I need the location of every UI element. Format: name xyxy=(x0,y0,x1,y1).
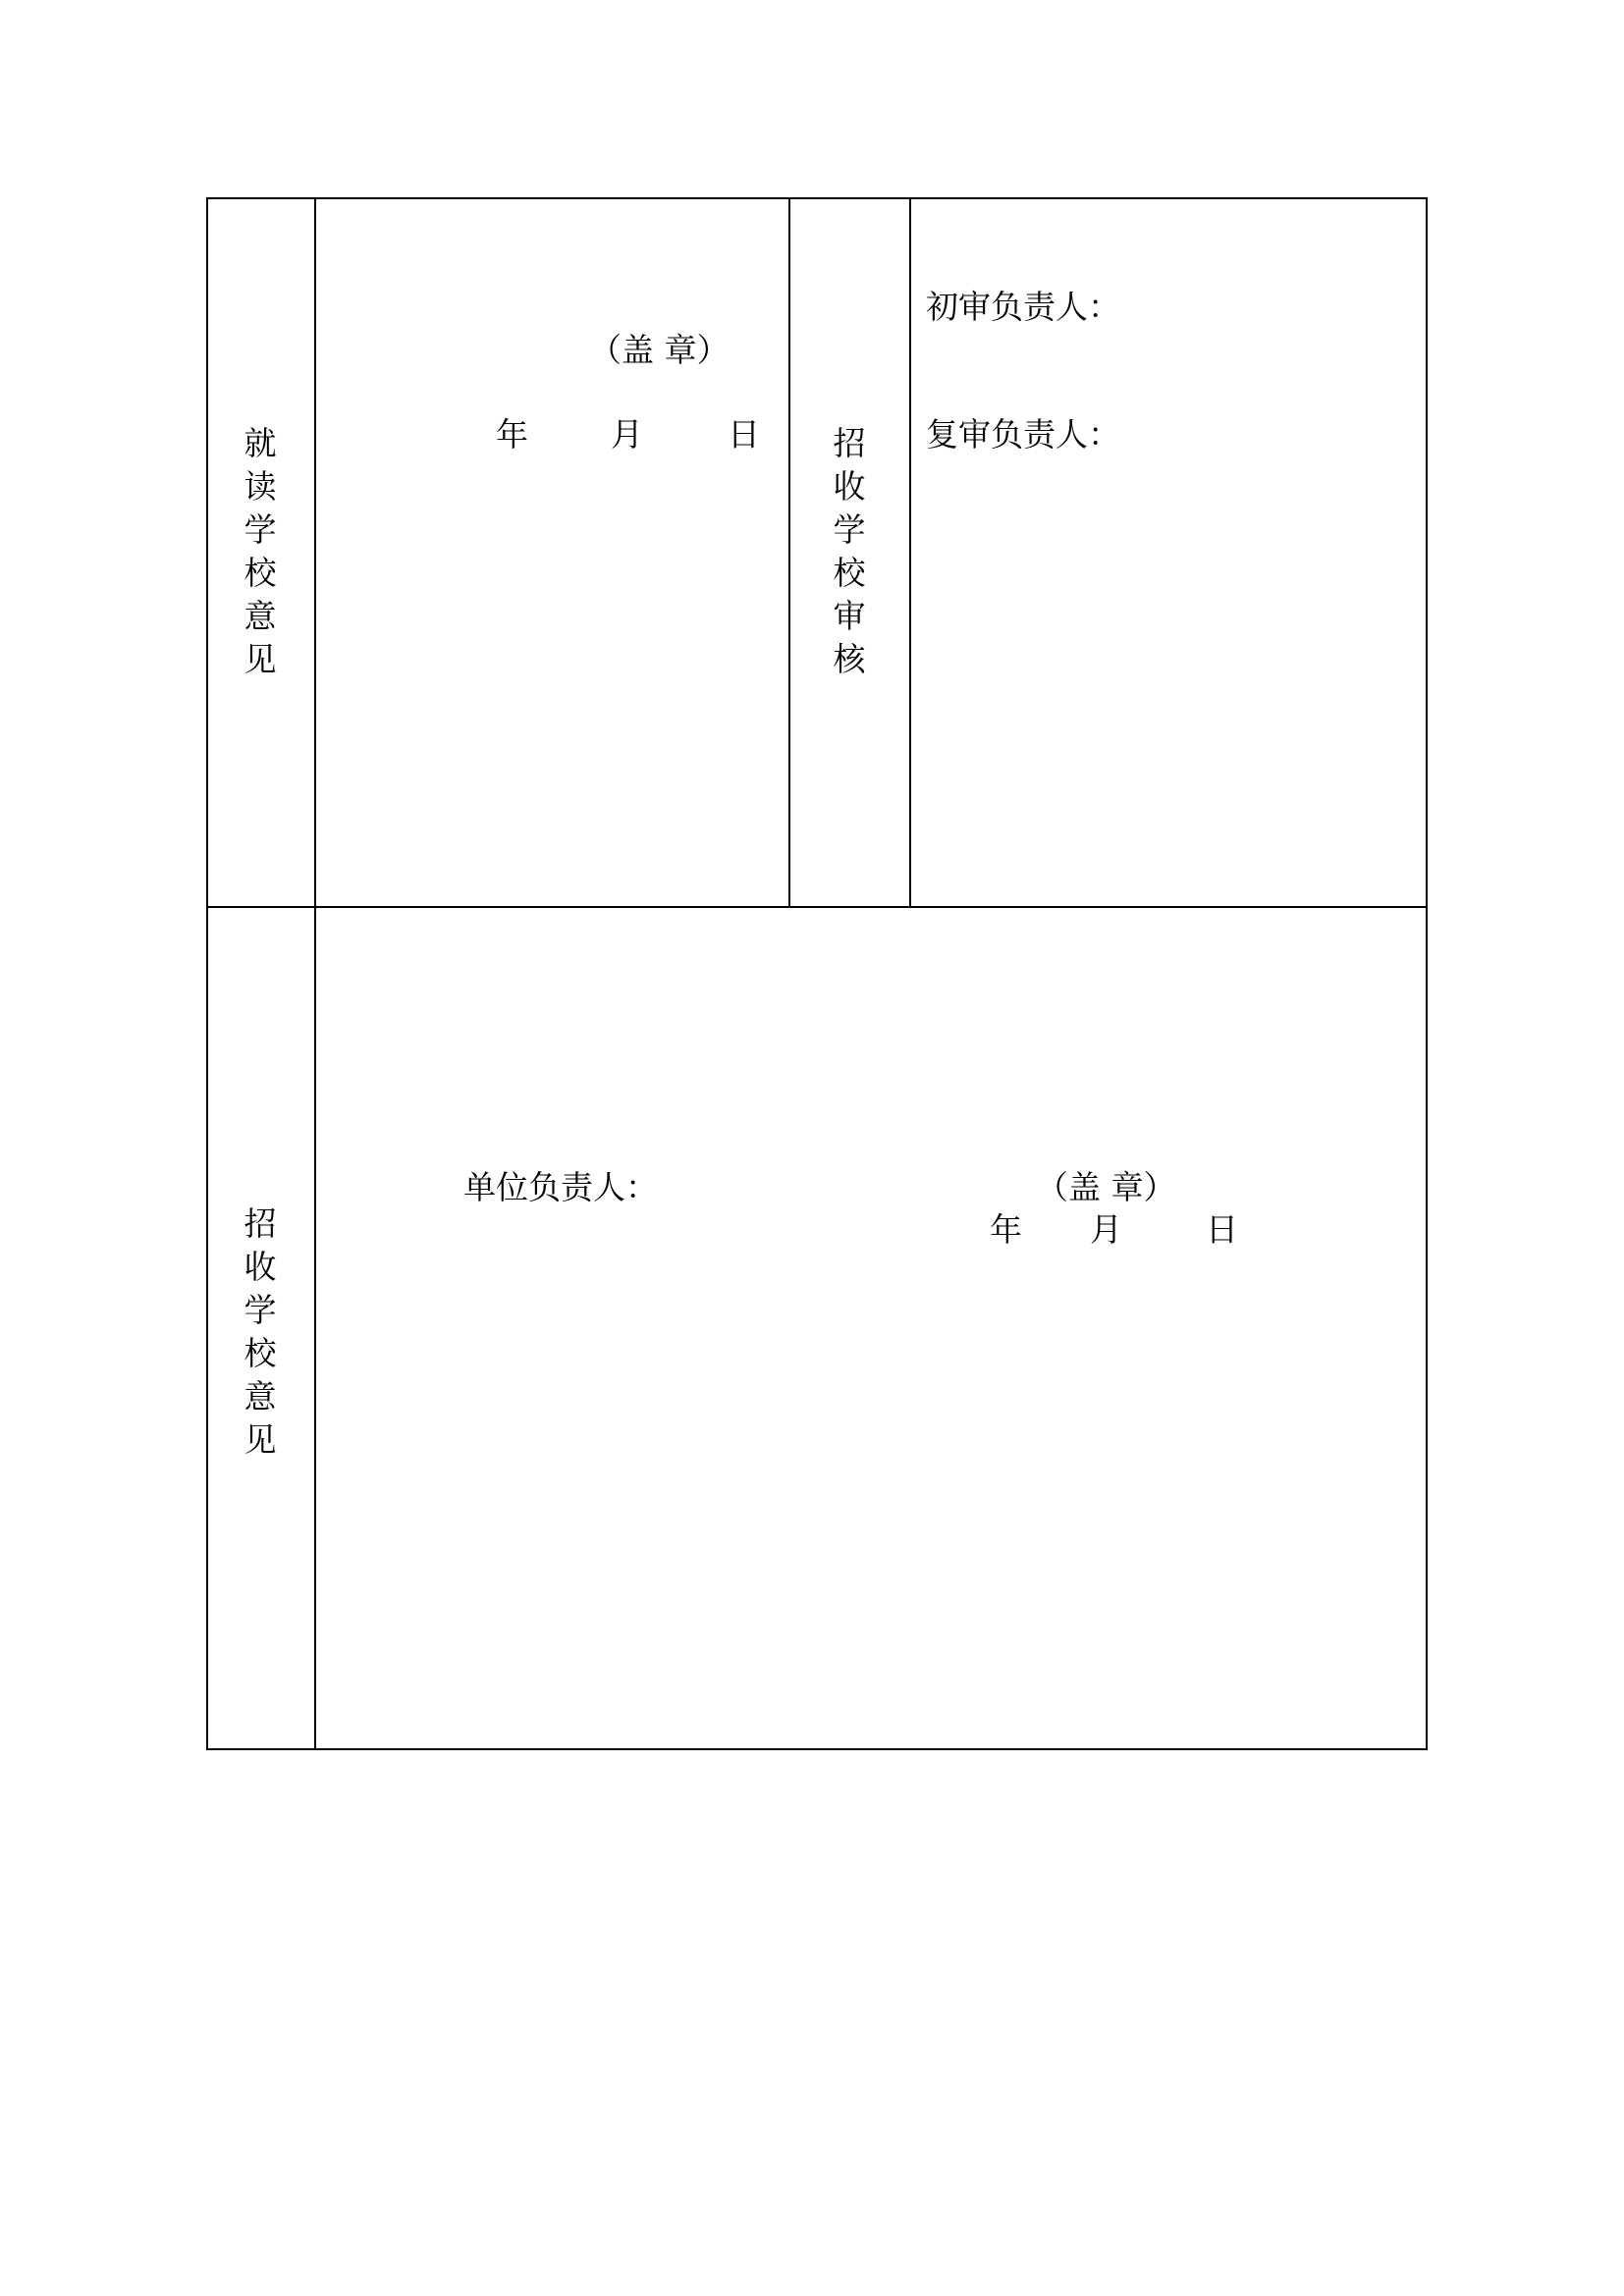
current-school-date-month: 月 xyxy=(611,415,643,454)
current-school-opinion-label: 就读学校意见 xyxy=(244,424,277,678)
current-school-seal: （盖 章） xyxy=(589,331,730,369)
receiving-school-review-label: 招收学校审核 xyxy=(833,424,866,678)
receiving-school-seal: （盖 章） xyxy=(1036,1168,1176,1206)
current-school-date-day: 日 xyxy=(728,415,760,454)
table-left-border xyxy=(206,197,208,1750)
second-reviewer-label: 复审负责人： xyxy=(926,415,1120,454)
label-column-divider xyxy=(314,197,316,1750)
table-bottom-border xyxy=(206,1748,1428,1750)
receiving-school-date-year: 年 xyxy=(990,1210,1022,1249)
table-right-border xyxy=(1426,197,1428,1750)
receiving-school-date-month: 月 xyxy=(1090,1210,1122,1249)
receiving-school-date-day: 日 xyxy=(1206,1210,1238,1249)
receiving-school-opinion-label: 招收学校意见 xyxy=(244,1204,277,1459)
first-reviewer-label: 初审负责人： xyxy=(926,288,1120,326)
top-middle-divider-2 xyxy=(909,197,911,908)
current-school-date-year: 年 xyxy=(496,415,528,454)
table-middle-divider xyxy=(206,906,1428,908)
top-middle-divider-1 xyxy=(788,197,790,908)
unit-head-label: 单位负责人： xyxy=(463,1168,658,1206)
table-top-border xyxy=(206,197,1428,199)
